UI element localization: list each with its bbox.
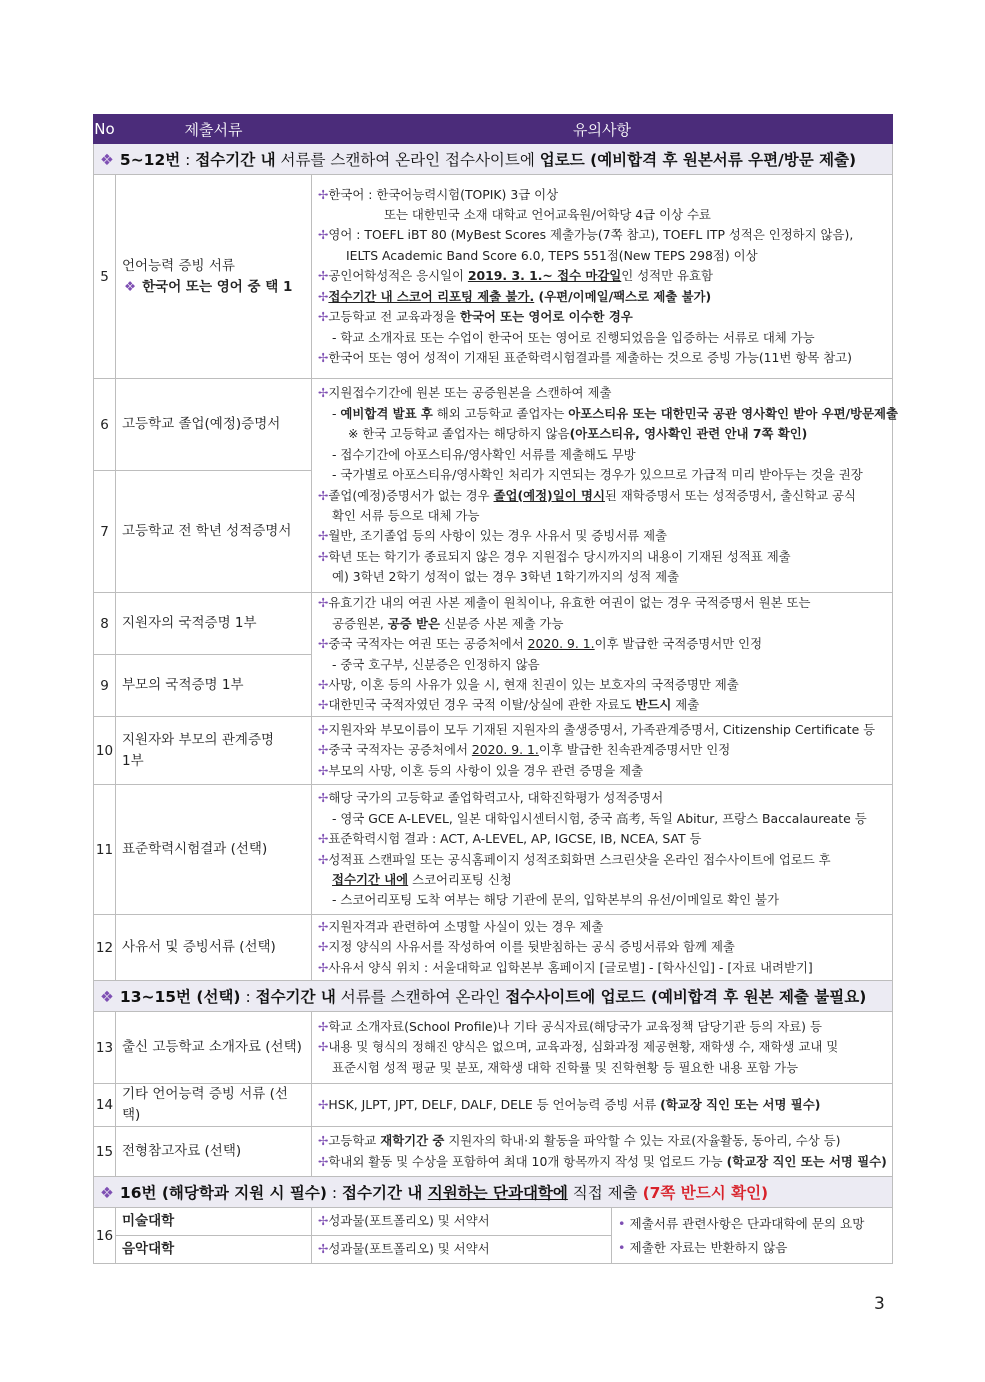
header-no: No [94,115,116,144]
row-notes: ✢지원자격과 관련하여 소명할 사실이 있는 경우 제출 ✢지정 양식의 사유서를 작성하여 이를 뒷받침하는 공식 증빙서류와 함께 제출 ✢사유서 양식 위치 : 서울대학교 입학본부 홈페이지 [글로벌] - [학사신입] - [자료 내려받기] [312,915,893,981]
table-row-16a: 16 미술대학 ✢성과물(포트폴리오) 및 서약서 • 제출서류 관련사항은 단과대학에 문의 요망 • 제출한 자료는 반환하지 않음 [94,1208,893,1236]
row-doc: 기타 언어능력 증빙 서류 (선택) [116,1084,312,1127]
table-row-11: 11 표준학력시험결과 (선택) ✢해당 국가의 고등학교 졸업학력고사, 대학진학평가 성적증명서 - 영국 GCE A-LEVEL, 일본 대학입시센터시험, 중국 高考, 독일 Abitur, 프랑스 Baccalaureate 등 ✢표준학력시험 결과 : ACT, A-LEVEL, AP, IGCSE, IB, NCEA, SAT 등 ✢성적표 스캔파일 또는 공식홈페이지 성적조회화면 스크린샷을 온라인 접수사이트에 업로드 후 접수기간 내에 스코어리포팅 신청 - 스코어리포팅 도착 여부는 해당 기관에 문의, 입학본부의 유선/이메일로 확인 불가 [94,785,893,915]
row-notes: ✢한국어 : 한국어능력시험(TOPIK) 3급 이상 또는 대한민국 소재 대학교 언어교육원/어학당 4급 이상 수료 ✢영어 : TOEFL iBT 80 (MyBest Scores 제출가능(7쪽 참고), TOEFL ITP 성적은 인정하지 않음), IELTS Academic Band Score 6.0, TEPS 551점(New TEPS 298점) 이상 ✢공인어학성적은 응시일이 2019. 3. 1.~ 접수 마감일인 성적만 유효함 ✢접수기간 내 스코어 리포팅 제출 불가. (우편/이메일/팩스로 제출 불가) ✢고등학교 전 교육과정을 한국어 또는 영어로 이수한 경우 - 학교 소개자료 또는 수업이 한국어 또는 영어로 진행되었음을 입증하는 서류로 대체 가능 ✢한국어 또는 영어 성적이 기재된 표준학력시험결과를 제출하는 것으로 증빙 가능(11번 항목 참고) [312,175,893,379]
row-notes: ✢성과물(포트폴리오) 및 서약서 [312,1208,612,1236]
row-notes: ✢지원자와 부모이름이 모두 기재된 지원자의 출생증명서, 가족관계증명서, Citizenship Certificate 등 ✢중국 국적자는 공증처에서 2020. 9. 1.이후 발급한 친속관계증명서만 인정 ✢부모의 사망, 이혼 등의 사항이 있을 경우 관련 증명을 제출 [312,717,893,785]
row-doc: 고등학교 전 학년 성적증명서 [116,471,312,593]
row-notes: ✢고등학교 재학기간 중 지원자의 학내·외 활동을 파악할 수 있는 자료(자율활동, 동아리, 수상 등) ✢학내외 활동 및 수상을 포함하여 최대 10개 항목까지 작성 및 업로드 가능 (학교장 직인 또는 서명 필수) [312,1127,893,1177]
row-doc: 음악대학 [116,1236,312,1264]
row-no: 5 [94,175,116,379]
table-row-10: 10 지원자와 부모의 관계증명 1부 ✢지원자와 부모이름이 모두 기재된 지원자의 출생증명서, 가족관계증명서, Citizenship Certificate 등 ✢중국 국적자는 공증처에서 2020. 9. 1.이후 발급한 친속관계증명서만 인정 ✢부모의 사망, 이혼 등의 사항이 있을 경우 관련 증명을 제출 [94,717,893,785]
header-notes: 유의사항 [312,115,893,144]
row-notes: ✢성과물(포트폴리오) 및 서약서 [312,1236,612,1264]
table-header [94,115,893,144]
table-row-12: 12 사유서 및 증빙서류 (선택) ✢지원자격과 관련하여 소명할 사실이 있는 경우 제출 ✢지정 양식의 사유서를 작성하여 이를 뒷받침하는 공식 증빙서류와 함께 제출 ✢사유서 양식 위치 : 서울대학교 입학본부 홈페이지 [글로벌] - [학사신입] - [자료 내려받기] [94,915,893,981]
page-number: 3 [874,1294,885,1314]
row-notes: ✢HSK, JLPT, JPT, DELF, DALF, DELE 등 언어능력 증빙 서류 (학교장 직인 또는 서명 필수) [312,1084,893,1127]
row-doc: 지원자와 부모의 관계증명 1부 [116,717,312,785]
row-doc: 출신 고등학교 소개자료 (선택) [116,1012,312,1084]
diamond-icon: ❖ [100,151,114,169]
table-row-15: 15 전형참고자료 (선택) ✢고등학교 재학기간 중 지원자의 학내·외 활동을 파악할 수 있는 자료(자율활동, 동아리, 수상 등) ✢학내외 활동 및 수상을 포함하여 최대 10개 항목까지 작성 및 업로드 가능 (학교장 직인 또는 서명 필수) [94,1127,893,1177]
diamond-icon: ❖ [100,1184,114,1202]
section-1: ❖ 5~12번 : 접수기간 내 서류를 스캔하여 온라인 접수사이트에 업로드 (예비합격 후 원본서류 우편/방문 제출) [94,144,893,175]
row-notes: ✢해당 국가의 고등학교 졸업학력고사, 대학진학평가 성적증명서 - 영국 GCE A-LEVEL, 일본 대학입시센터시험, 중국 高考, 독일 Abitur, 프랑스 Baccalaureate 등 ✢표준학력시험 결과 : ACT, A-LEVEL, AP, IGCSE, IB, NCEA, SAT 등 ✢성적표 스캔파일 또는 공식홈페이지 성적조회화면 스크린샷을 온라인 접수사이트에 업로드 후 접수기간 내에 스코어리포팅 신청 - 스코어리포팅 도착 여부는 해당 기관에 문의, 입학본부의 유선/이메일로 확인 불가 [312,785,893,915]
header-docs: 제출서류 [116,115,312,144]
table-row-7: 7 고등학교 전 학년 성적증명서 [94,471,893,593]
row-doc: 고등학교 졸업(예정)증명서 [116,379,312,471]
table-row-13: 13 출신 고등학교 소개자료 (선택) ✢학교 소개자료(School Profile)나 기타 공식자료(해당국가 교육정책 담당기관 등의 자료) 등 ✢내용 및 형식의 정해진 양식은 없으며, 교육과정, 심화과정 제공현황, 재학생 수, 재학생 교내 및 표준시험 성적 평균 및 분포, 재학생 대학 진학률 및 진학현황 등 필요한 내용 포함 가능 [94,1012,893,1084]
table-row-5 [94,175,893,379]
diamond-icon: ❖ [124,278,137,295]
requirements-table [93,114,898,1264]
row-notes: ✢유효기간 내의 여권 사본 제출이 원칙이나, 유효한 여권이 없는 경우 국적증명서 원본 또는 공증원본, 공증 받은 신분증 사본 제출 가능 ✢중국 국적자는 여권 또는 공증처에서 2020. 9. 1.이후 발급한 국적증명서만 인정 - 중국 호구부, 신분증은 인정하지 않음 ✢사망, 이혼 등의 사유가 있을 시, 현재 친권이 있는 보호자의 국적증명만 제출 ✢대한민국 국적자였던 경우 국적 이탈/상실에 관한 자료도 반드시 제출 [312,593,893,717]
row-doc: 지원자의 국적증명 1부 [116,593,312,655]
row-doc: 미술대학 [116,1208,312,1236]
row-doc: 부모의 국적증명 1부 [116,655,312,717]
row-doc: 표준학력시험결과 (선택) [116,785,312,915]
side-notes: • 제출서류 관련사항은 단과대학에 문의 요망 • 제출한 자료는 반환하지 않음 [612,1208,893,1264]
table-row-8: 8 지원자의 국적증명 1부 ✢유효기간 내의 여권 사본 제출이 원칙이나, 유효한 여권이 없는 경우 국적증명서 원본 또는 공증원본, 공증 받은 신분증 사본 제출 가능 ✢중국 국적자는 여권 또는 공증처에서 2020. 9. 1.이후 발급한 국적증명서만 인정 - 중국 호구부, 신분증은 인정하지 않음 ✢사망, 이혼 등의 사유가 있을 시, 현재 친권이 있는 보호자의 국적증명만 제출 ✢대한민국 국적자였던 경우 국적 이탈/상실에 관한 자료도 반드시 제출 [94,593,893,655]
row-doc: 전형참고자료 (선택) [116,1127,312,1177]
diamond-icon: ❖ [100,988,114,1006]
row-doc: 사유서 및 증빙서류 (선택) [116,915,312,981]
section-3: ❖ 16번 (해당학과 지원 시 필수) : 접수기간 내 지원하는 단과대학에 직접 제출 (7쪽 반드시 확인) [94,1177,893,1208]
section-2: ❖ 13~15번 (선택) : 접수기간 내 서류를 스캔하여 온라인 접수사이트에 업로드 (예비합격 후 원본 제출 불필요) [94,981,893,1012]
table-row-9: 9 부모의 국적증명 1부 [94,655,893,717]
row-doc: 언어능력 증빙 서류 ❖ 한국어 또는 영어 중 택 1 [116,175,312,379]
row-notes: ✢지원접수기간에 원본 또는 공증원본을 스캔하여 제출 - 예비합격 발표 후 해외 고등학교 졸업자는 아포스티유 또는 대한민국 공관 영사확인 받아 우편/방문제출 ※ 한국 고등학교 졸업자는 해당하지 않음(아포스티유, 영사확인 관련 안내 7쪽 확인) - 접수기간에 아포스티유/영사확인 서류를 제출해도 무방 - 국가별로 아포스티유/영사확인 처리가 지연되는 경우가 있으므로 가급적 미리 받아두는 것을 권장 ✢졸업(예정)증명서가 없는 경우 졸업(예정)일이 명시된 재학증명서 또는 성적증명서, 출신학교 공식 확인 서류 등으로 대체 가능 ✢월반, 조기졸업 등의 사항이 있는 경우 사유서 및 증빙서류 제출 ✢학년 또는 학기가 종료되지 않은 경우 지원접수 당시까지의 내용이 기재된 성적표 제출 예) 3학년 2학기 성적이 없는 경우 3학년 1학기까지의 성적 제출 [312,379,893,593]
table-row-14: 14 기타 언어능력 증빙 서류 (선택) ✢HSK, JLPT, JPT, DELF, DALF, DELE 등 언어능력 증빙 서류 (학교장 직인 또는 서명 필수) [94,1084,893,1127]
table-row-6: 6 고등학교 졸업(예정)증명서 ✢지원접수기간에 원본 또는 공증원본을 스캔하여 제출 - 예비합격 발표 후 해외 고등학교 졸업자는 아포스티유 또는 대한민국 공관 영사확인 받아 우편/방문제출 ※ 한국 고등학교 졸업자는 해당하지 않음(아포스티유, 영사확인 관련 안내 7쪽 확인) - 접수기간에 아포스티유/영사확인 서류를 제출해도 무방 - 국가별로 아포스티유/영사확인 처리가 지연되는 경우가 있으므로 가급적 미리 받아두는 것을 권장 ✢졸업(예정)증명서가 없는 경우 졸업(예정)일이 명시된 재학증명서 또는 성적증명서, 출신학교 공식 확인 서류 등으로 대체 가능 ✢월반, 조기졸업 등의 사항이 있는 경우 사유서 및 증빙서류 제출 ✢학년 또는 학기가 종료되지 않은 경우 지원접수 당시까지의 내용이 기재된 성적표 제출 예) 3학년 2학기 성적이 없는 경우 3학년 1학기까지의 성적 제출 [94,379,893,471]
row-notes: ✢학교 소개자료(School Profile)나 기타 공식자료(해당국가 교육정책 담당기관 등의 자료) 등 ✢내용 및 형식의 정해진 양식은 없으며, 교육과정, 심화과정 제공현황, 재학생 수, 재학생 교내 및 표준시험 성적 평균 및 분포, 재학생 대학 진학률 및 진학현황 등 필요한 내용 포함 가능 [312,1012,893,1084]
